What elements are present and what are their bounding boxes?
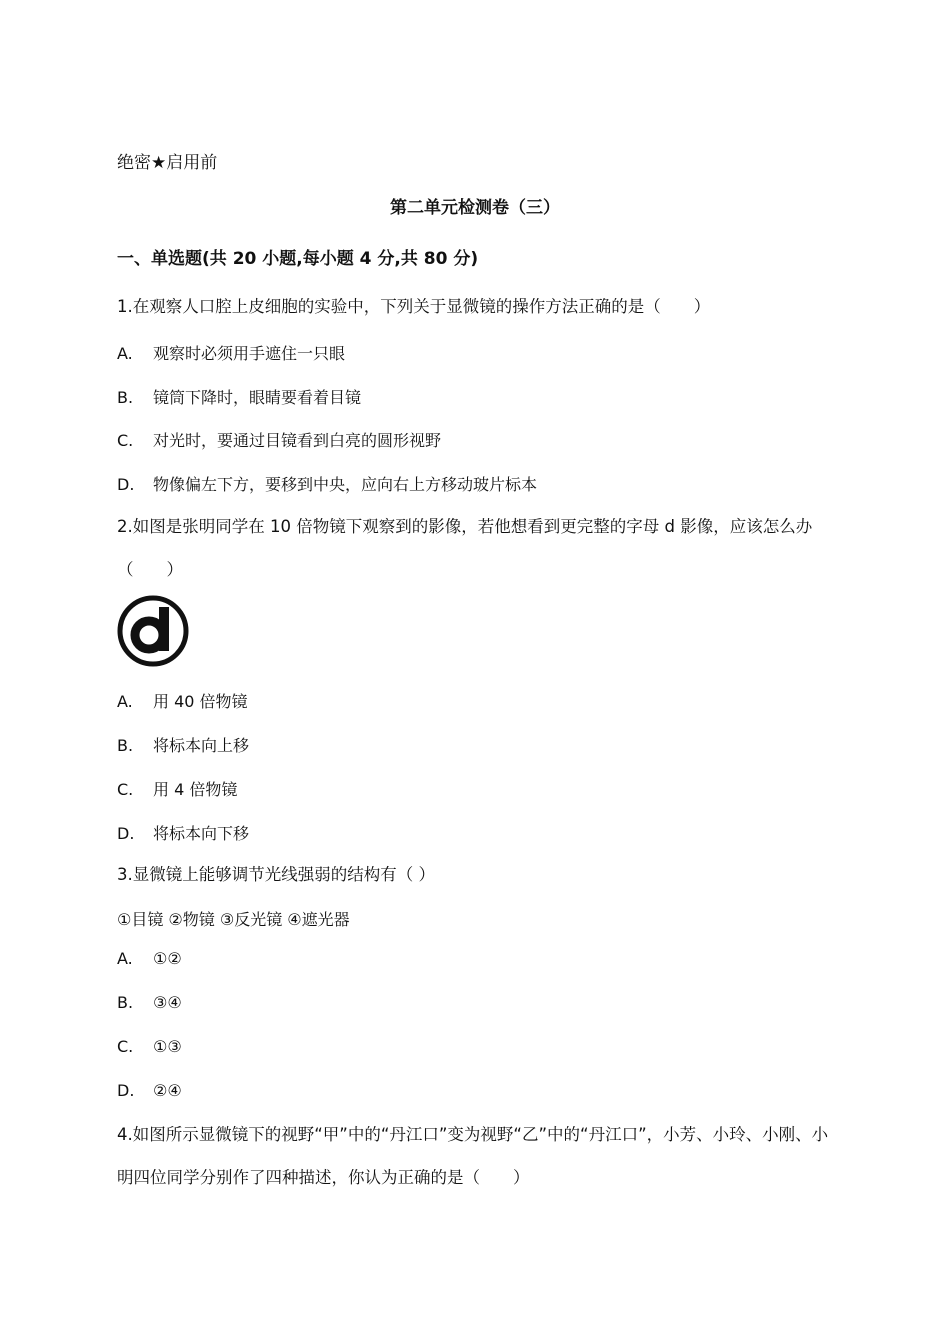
question-2-option-b (117, 733, 249, 756)
option-letter: C. (117, 1037, 134, 1056)
question-2-option-a (117, 689, 248, 712)
section-heading: 一、单选题(共 20 小题,每小题 4 分,共 80 分) (117, 249, 479, 269)
question-2-stem: 2.如图是张明同学在 10 倍物镜下观察到的影像，若他想看到更完整的字母 d 影像，应该怎么办（ ） (117, 517, 813, 579)
letter-d-figure-icon (117, 595, 189, 667)
option-text: 镜筒下降时，眼睛要看着目镜 (153, 388, 362, 407)
question-3-option-c (117, 1037, 182, 1056)
question-1-stem: 1.在观察人口腔上皮细胞的实验中，下列关于显微镜的操作方法正确的是（ ） (117, 297, 711, 316)
question-4-stem: 4.如图所示显微镜下的视野“甲”中的“丹江口”变为视野“乙”中的“丹江口”，小芳、小玲、小刚、小明四位同学分别作了四种描述，你认为正确的是（ ） (117, 1125, 829, 1187)
option-letter: A. (117, 692, 133, 711)
option-text: 对光时，要通过目镜看到白亮的圆形视野 (153, 431, 442, 450)
question-2-option-c (117, 777, 237, 800)
secret-label: 绝密★启用前 (117, 153, 218, 173)
option-text: ②④ (153, 1081, 182, 1100)
option-letter: B. (117, 736, 134, 755)
question-3-subitems: ①目镜 ②物镜 ③反光镜 ④遮光器 (117, 910, 350, 929)
option-letter: A. (117, 344, 133, 363)
option-letter: D. (117, 1081, 135, 1100)
question-3-option-a (117, 949, 182, 968)
question-3-option-d (117, 1081, 182, 1100)
option-letter: D. (117, 475, 135, 494)
option-text: 将标本向上移 (153, 736, 250, 755)
question-1-option-b (117, 385, 361, 408)
option-letter: B. (117, 993, 134, 1012)
option-text: ③④ (153, 993, 182, 1012)
option-text: 用 4 倍物镜 (153, 780, 238, 799)
option-text: ①③ (153, 1037, 182, 1056)
question-1-option-c (117, 428, 441, 451)
option-letter: C. (117, 431, 134, 450)
question-1-option-a (117, 341, 345, 364)
option-text: ①② (153, 949, 182, 968)
option-letter: B. (117, 388, 134, 407)
question-3-stem: 3.显微镜上能够调节光线强弱的结构有（ ） (117, 865, 435, 884)
page-title: 第二单元检测卷（三） (390, 198, 560, 218)
question-3-option-b (117, 993, 182, 1012)
option-letter: C. (117, 780, 134, 799)
option-letter: A. (117, 949, 133, 968)
question-2-option-d (117, 821, 249, 844)
question-1-option-d (117, 472, 537, 495)
option-letter: D. (117, 824, 135, 843)
option-text: 物像偏左下方，要移到中央，应向右上方移动玻片标本 (153, 475, 538, 494)
option-text: 将标本向下移 (153, 824, 250, 843)
option-text: 观察时必须用手遮住一只眼 (153, 344, 346, 363)
option-text: 用 40 倍物镜 (153, 692, 248, 711)
